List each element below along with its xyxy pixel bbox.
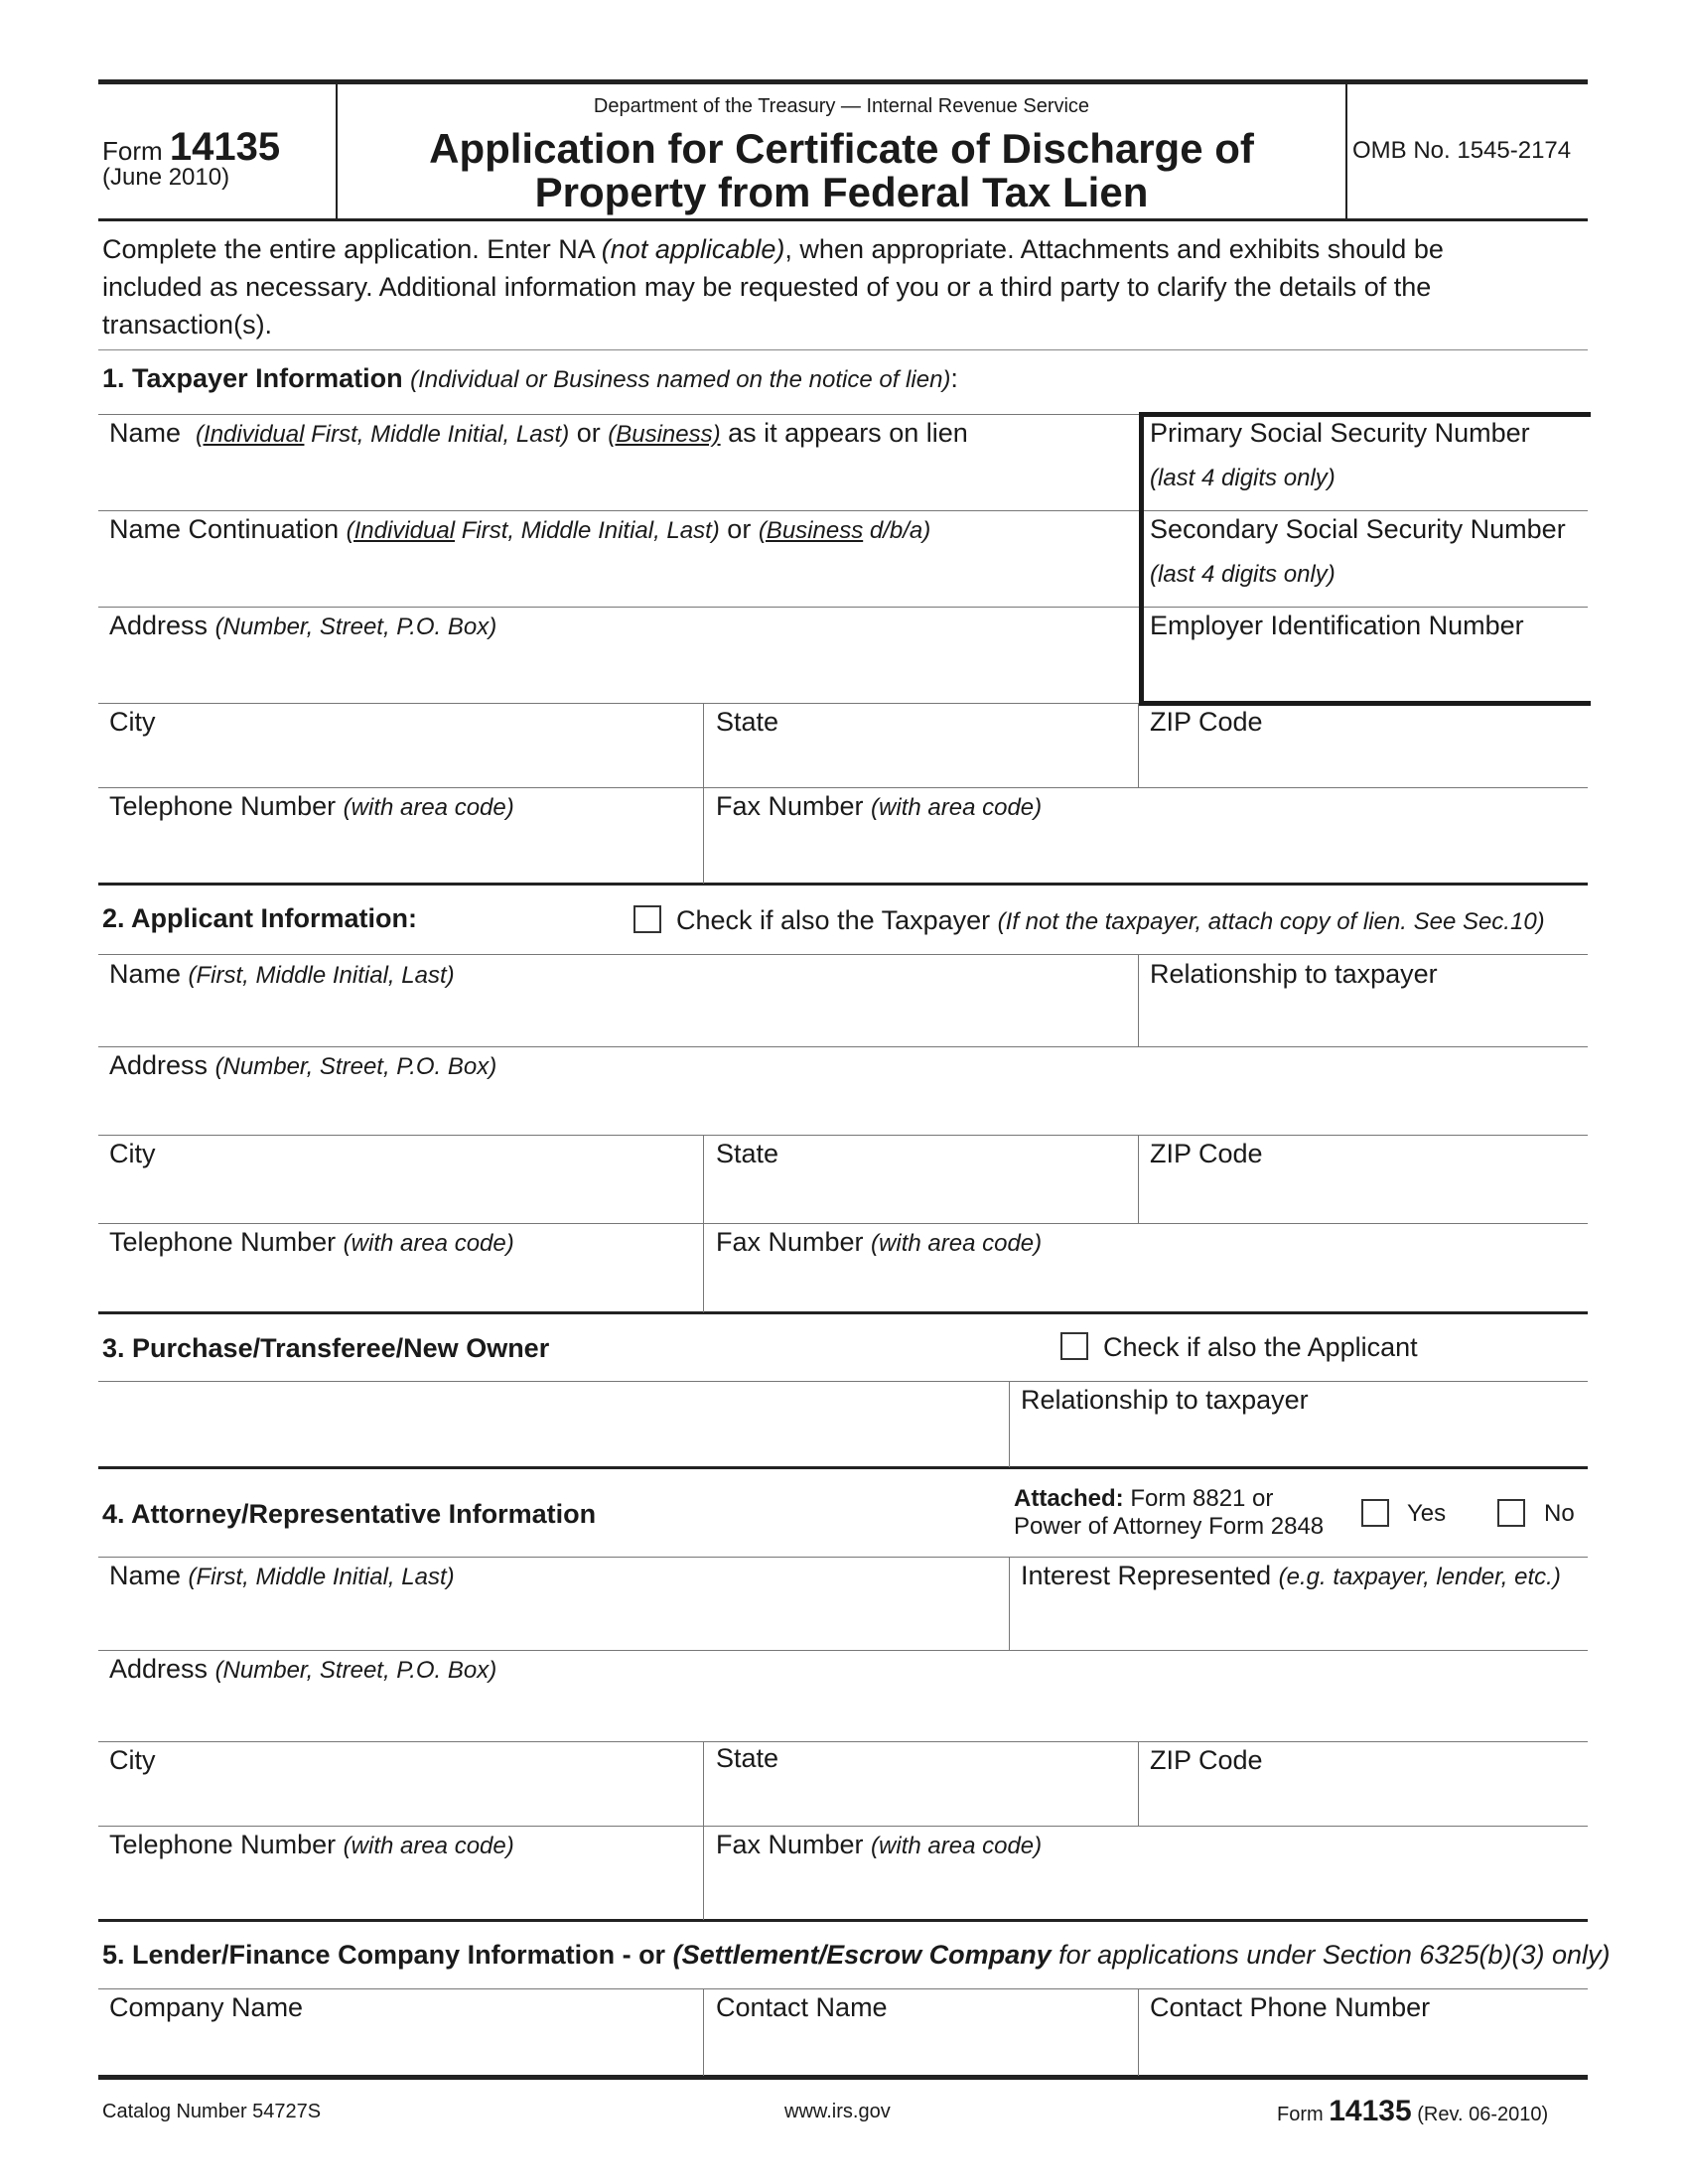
section-5-escrow: (Settlement/Escrow Company: [672, 1940, 1052, 1970]
rep-city-field[interactable]: [98, 1742, 703, 1826]
cont-individual-rest: First, Middle Initial, Last): [455, 517, 720, 544]
primary-ssn-label: Primary Social Security Number: [1150, 418, 1530, 448]
phone-note: (with area code): [343, 794, 514, 821]
address-word: Address: [109, 611, 215, 640]
rep-name-word: Name: [109, 1561, 189, 1590]
s5-bottom-rule: [98, 2075, 1588, 2080]
footer-form-word: Form: [1277, 2104, 1330, 2125]
cont-or: or: [719, 514, 759, 544]
rep-state-label: State: [716, 1743, 779, 1773]
header-top-rule: [98, 79, 1588, 84]
taxpayer-name-label: [109, 418, 968, 450]
header-divider-right: [1345, 83, 1347, 219]
rep-zip-label: ZIP Code: [1150, 1745, 1263, 1775]
also-applicant-checkbox[interactable]: [1060, 1332, 1088, 1360]
rep-interest-note: (e.g. taxpayer, lender, etc.): [1278, 1564, 1561, 1590]
irs-url[interactable]: www.irs.gov: [784, 2101, 891, 2122]
rep-fax-note: (with area code): [871, 1833, 1043, 1859]
header-bottom-rule: [98, 218, 1588, 221]
applicant-fax-note: (with area code): [871, 1230, 1043, 1257]
secondary-ssn-label: Secondary Social Security Number: [1150, 514, 1566, 544]
applicant-address-label: [109, 1050, 496, 1082]
intro-line-3: transaction(s).: [102, 310, 273, 340]
applicant-address-word: Address: [109, 1050, 215, 1080]
taxpayer-phone-label: [109, 791, 514, 823]
cont-business-rest: d/b/a): [863, 517, 931, 544]
fax-note: (with area code): [871, 794, 1043, 821]
rep-fax-word: Fax Number: [716, 1830, 872, 1859]
rep-city-label: City: [109, 1745, 156, 1775]
intro-line-1a: Complete the entire application. Enter NA: [102, 234, 602, 264]
rep-interest-word: Interest Represented: [1021, 1561, 1279, 1590]
attached-line: [1014, 1485, 1273, 1513]
taxpayer-address-label: [109, 611, 496, 642]
name-continuation-label: [109, 514, 930, 546]
footer-form-number: 14135: [1329, 2095, 1412, 2127]
form-number: 14135: [169, 125, 281, 169]
rep-phone-label: [109, 1830, 514, 1861]
name-individual: (Individual: [196, 421, 305, 448]
rep-fax-label: [716, 1830, 1042, 1861]
department-line: Department of the Treasury — Internal Revenue Service: [593, 95, 1090, 117]
section-1-colon: :: [950, 363, 958, 393]
ein-label: Employer Identification Number: [1150, 611, 1524, 640]
catalog-number: Catalog Number 54727S: [102, 2101, 322, 2122]
taxpayer-zip-label: ZIP Code: [1150, 707, 1263, 737]
intro-text: [102, 230, 1444, 343]
cont-individual: (Individual: [346, 517, 456, 544]
primary-ssn-note: (last 4 digits only): [1150, 465, 1336, 491]
intro-line-2: included as necessary. Additional information may be requested of you or a third party to clarify the details of the: [102, 272, 1432, 302]
applicant-city-label: City: [109, 1139, 156, 1168]
taxpayer-city-label: City: [109, 707, 156, 737]
new-owner-relationship-label: Relationship to taxpayer: [1021, 1385, 1309, 1415]
rep-phone-word: Telephone Number: [109, 1830, 344, 1859]
section-1-title: [102, 363, 958, 394]
applicant-state-label: State: [716, 1139, 779, 1168]
form-word: Form: [102, 136, 163, 166]
intro-line-1c: , when appropriate. Attachments and exhibits should be: [784, 234, 1444, 264]
title-line-2: Property from Federal Tax Lien: [534, 169, 1149, 215]
intro-line-1b: (not applicable): [601, 234, 785, 264]
applicant-zip-label: ZIP Code: [1150, 1139, 1263, 1168]
also-taxpayer-label: [676, 905, 1545, 937]
taxpayer-state-label: State: [716, 707, 779, 737]
new-owner-field[interactable]: [98, 1382, 1009, 1466]
contact-phone-label: Contact Phone Number: [1150, 1992, 1431, 2022]
applicant-fax-word: Fax Number: [716, 1227, 872, 1257]
rep-name-note: (First, Middle Initial, Last): [188, 1564, 455, 1590]
cont-word: Name Continuation: [109, 514, 347, 544]
section-1-note: (Individual or Business named on the notice of lien): [410, 366, 951, 393]
applicant-name-label: [109, 959, 455, 991]
page-title: [338, 127, 1345, 214]
rep-phone-note: (with area code): [343, 1833, 514, 1859]
name-word: Name: [109, 418, 182, 448]
also-applicant-label: Check if also the Applicant: [1103, 1332, 1418, 1362]
attached-no-checkbox[interactable]: [1497, 1499, 1525, 1527]
section-5-heading: 5. Lender/Finance Company Information - or: [102, 1940, 673, 1970]
footer-rev: (Rev. 06-2010): [1411, 2104, 1549, 2125]
applicant-name-word: Name: [109, 959, 189, 989]
fax-word: Fax Number: [716, 791, 872, 821]
rep-address-label: [109, 1654, 496, 1686]
name-business: (Business): [608, 421, 721, 448]
attached-yes-label: Yes: [1407, 1500, 1447, 1527]
address-note: (Number, Street, P.O. Box): [214, 614, 497, 640]
section-5-title: [102, 1940, 1610, 1971]
form-date: (June 2010): [102, 164, 230, 191]
s3-bottom-rule: [98, 1466, 1588, 1469]
also-taxpayer-note: (If not the taxpayer, attach copy of lien. See Sec.10): [997, 908, 1545, 935]
taxpayer-fax-label: [716, 791, 1042, 823]
title-line-1: Application for Certificate of Discharge of: [429, 125, 1254, 172]
attached-no-label: No: [1544, 1500, 1575, 1527]
rep-address-word: Address: [109, 1654, 215, 1684]
rep-name-label: [109, 1561, 455, 1592]
poa-line: Power of Attorney Form 2848: [1014, 1513, 1325, 1540]
omb-number: OMB No. 1545-2174: [1352, 137, 1572, 164]
s2-bottom-rule: [98, 1311, 1588, 1314]
taxpayer-city-field[interactable]: [98, 704, 703, 787]
section-1-heading: 1. Taxpayer Information: [102, 363, 403, 393]
name-individual-rest: First, Middle Initial, Last): [304, 421, 570, 448]
s1-bottom-rule: [98, 883, 1588, 886]
applicant-name-note: (First, Middle Initial, Last): [188, 962, 455, 989]
name-tail: as it appears on lien: [720, 418, 968, 448]
cont-business: (Business: [758, 517, 864, 544]
footer-form-id: [1277, 2095, 1548, 2128]
s4-bottom-rule: [98, 1919, 1588, 1922]
applicant-phone-label: [109, 1227, 514, 1259]
section-5-note: for applications under Section 6325(b)(3) only): [1051, 1940, 1611, 1970]
name-or: or: [569, 418, 609, 448]
rep-address-note: (Number, Street, P.O. Box): [214, 1657, 497, 1684]
section-4-title: 4. Attorney/Representative Information: [102, 1499, 597, 1529]
company-name-label: Company Name: [109, 1992, 304, 2022]
section-3-title: 3. Purchase/Transferee/New Owner: [102, 1333, 550, 1363]
secondary-ssn-note: (last 4 digits only): [1150, 561, 1336, 588]
applicant-relationship-label: Relationship to taxpayer: [1150, 959, 1438, 989]
attached-word: Attached:: [1014, 1485, 1124, 1512]
intro-line-1: [102, 230, 1444, 268]
applicant-fax-label: [716, 1227, 1042, 1259]
phone-word: Telephone Number: [109, 791, 344, 821]
also-taxpayer-text: Check if also the Taxpayer: [676, 905, 998, 935]
applicant-city-field[interactable]: [98, 1136, 703, 1223]
section-2-title: 2. Applicant Information:: [102, 903, 417, 933]
rep-interest-label: [1021, 1561, 1561, 1592]
contact-name-label: Contact Name: [716, 1992, 888, 2022]
attached-rest: Form 8821 or: [1123, 1485, 1274, 1512]
intro-rule: [98, 349, 1588, 350]
applicant-phone-note: (with area code): [343, 1230, 514, 1257]
also-taxpayer-checkbox[interactable]: [633, 905, 661, 933]
applicant-address-note: (Number, Street, P.O. Box): [214, 1053, 497, 1080]
attached-yes-checkbox[interactable]: [1361, 1499, 1389, 1527]
applicant-phone-word: Telephone Number: [109, 1227, 344, 1257]
